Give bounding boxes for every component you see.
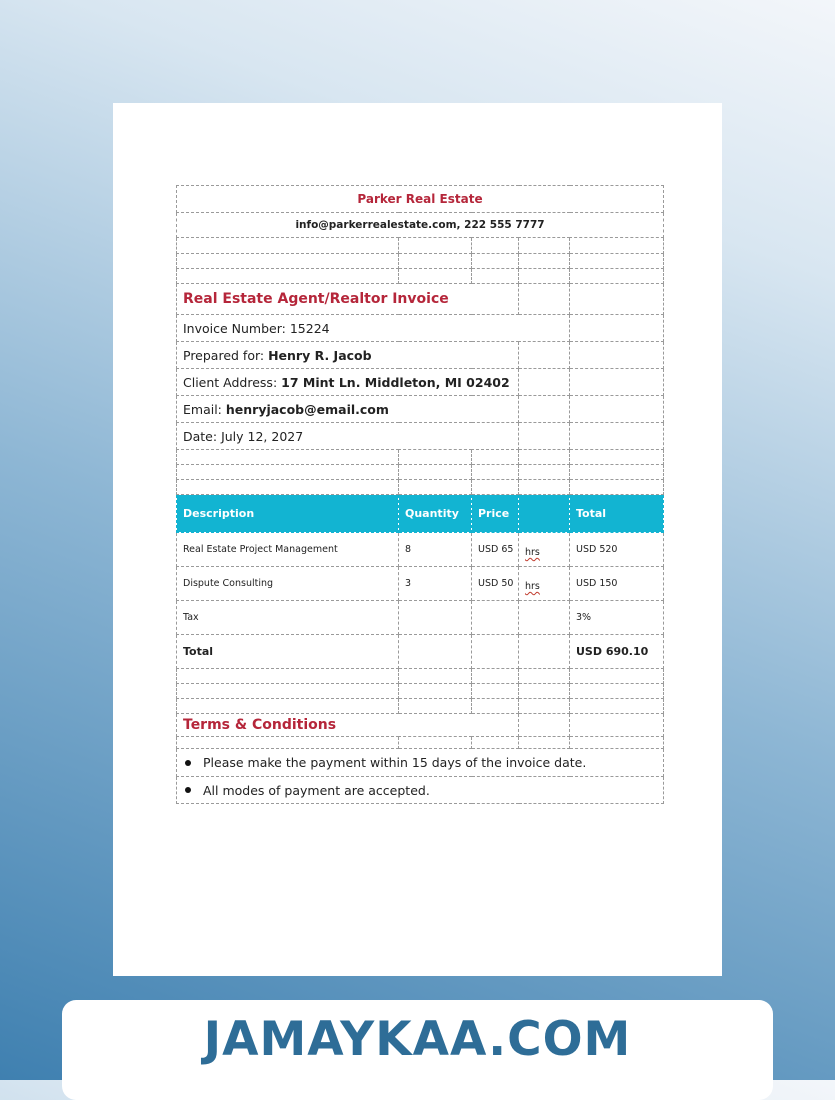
row-description: Dispute Consulting <box>177 567 399 601</box>
row-quantity: 3 <box>399 567 472 601</box>
tax-row <box>177 601 664 635</box>
row-total: USD 520 <box>570 533 664 567</box>
client-address: Client Address: 17 Mint Ln. Middleton, MI 02402 <box>177 369 519 396</box>
total-label: Total <box>177 635 399 669</box>
terms-title: Terms & Conditions <box>177 714 519 737</box>
invoice-number: Invoice Number: 15224 <box>177 315 570 342</box>
company-name: Parker Real Estate <box>177 186 664 213</box>
bullet-icon <box>185 787 191 793</box>
row-description: Real Estate Project Management <box>177 533 399 567</box>
invoice-title: Real Estate Agent/Realtor Invoice <box>177 284 519 315</box>
table-row <box>177 533 664 567</box>
row-price: USD 65 <box>472 533 519 567</box>
header-price: Price <box>472 495 519 533</box>
total-row <box>177 635 664 669</box>
header-quantity: Quantity <box>399 495 472 533</box>
row-total: USD 150 <box>570 567 664 601</box>
invoice-table <box>176 185 664 804</box>
row-unit: hrs <box>525 547 540 558</box>
banner-text: JAMAYKAA.COM <box>203 1012 632 1067</box>
company-contact: info@parkerrealestate.com, 222 555 7777 <box>177 213 664 238</box>
table-row <box>177 567 664 601</box>
invoice-date: Date: July 12, 2027 <box>177 423 519 450</box>
prepared-for: Prepared for: Henry R. Jacob <box>177 342 519 369</box>
term-item: All modes of payment are accepted. <box>177 777 664 804</box>
invoice-page <box>113 103 722 976</box>
header-description: Description <box>177 495 399 533</box>
row-price: USD 50 <box>472 567 519 601</box>
term-item: Please make the payment within 15 days of the invoice date. <box>177 749 664 777</box>
row-unit: hrs <box>525 581 540 592</box>
client-email: Email: henryjacob@email.com <box>177 396 519 423</box>
row-quantity: 8 <box>399 533 472 567</box>
header-total: Total <box>570 495 664 533</box>
watermark-banner <box>62 1000 773 1100</box>
total-value: USD 690.10 <box>570 635 664 669</box>
bullet-icon <box>185 760 191 766</box>
tax-label: Tax <box>177 601 399 635</box>
tax-value: 3% <box>570 601 664 635</box>
